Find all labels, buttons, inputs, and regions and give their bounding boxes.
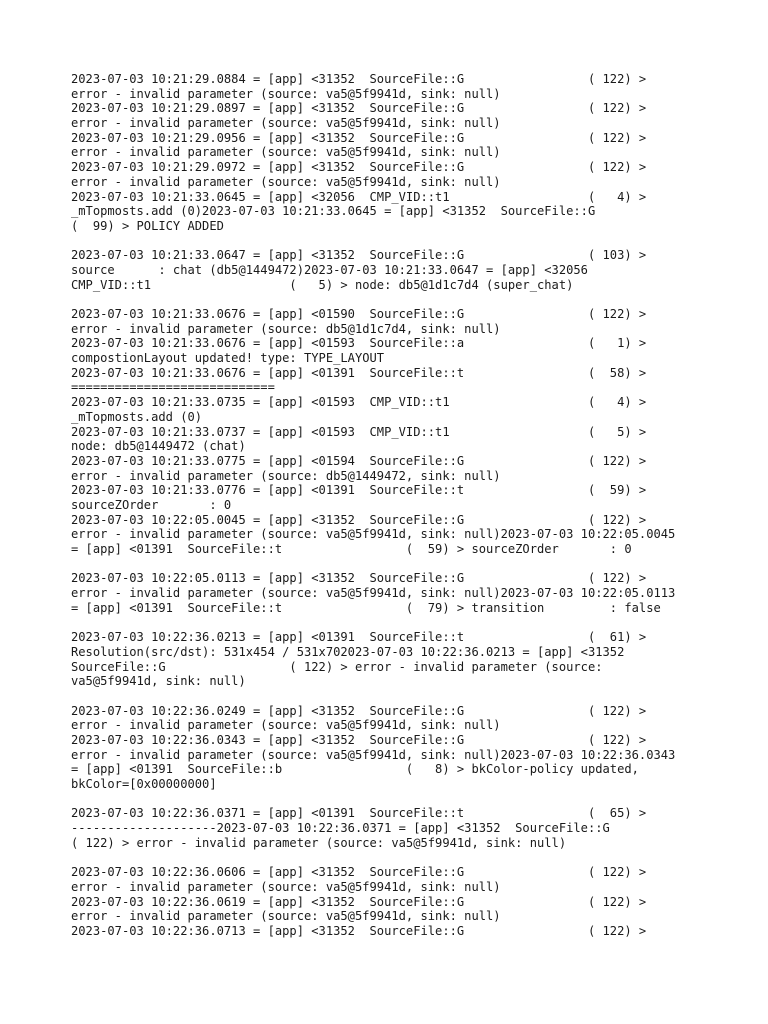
log-line: 2023-07-03 10:21:33.0645 = [app] <32056 CMP_VID::t1 ( 4) > (71, 189, 647, 204)
log-line: 2023-07-03 10:21:33.0775 = [app] <01594 SourceFile::G ( 122) > (71, 453, 647, 468)
log-line: 2023-07-03 10:21:33.0737 = [app] <01593 CMP_VID::t1 ( 5) > (71, 424, 647, 439)
log-line: ============================ (71, 380, 275, 395)
log-line: = [app] <01391 SourceFile::b ( 8) > bkColor-policy updated, (71, 762, 639, 777)
log-line: 2023-07-03 10:21:29.0972 = [app] <31352 SourceFile::G ( 122) > (71, 160, 647, 175)
log-line: CMP_VID::t1 ( 5) > node: db5@1d1c7d4 (super_chat) (71, 277, 574, 292)
blank-line (71, 850, 675, 865)
log-line: 2023-07-03 10:21:33.0676 = [app] <01391 SourceFile::t ( 58) > (71, 365, 647, 380)
log-line: error - invalid parameter (source: va5@5f9941d, sink: null) (71, 116, 501, 131)
log-line: 2023-07-03 10:21:29.0956 = [app] <31352 SourceFile::G ( 122) > (71, 130, 647, 145)
log-line: SourceFile::G ( 122) > error - invalid parameter (source: (71, 659, 603, 674)
log-line: ( 99) > POLICY ADDED (71, 218, 224, 233)
blank-line (71, 689, 675, 704)
log-line: 2023-07-03 10:21:33.0676 = [app] <01593 SourceFile::a ( 1) > (71, 336, 647, 351)
blank-line (71, 615, 675, 630)
log-line: 2023-07-03 10:22:05.0045 = [app] <31352 SourceFile::G ( 122) > (71, 512, 647, 527)
log-line: _mTopmosts.add (0) (71, 409, 203, 424)
log-text-block (71, 72, 675, 939)
log-line: error - invalid parameter (source: db5@1449472, sink: null) (71, 468, 501, 483)
log-line: ( 122) > error - invalid parameter (source: va5@5f9941d, sink: null) (71, 835, 567, 850)
log-line: 2023-07-03 10:22:36.0249 = [app] <31352 SourceFile::G ( 122) > (71, 703, 647, 718)
log-line: error - invalid parameter (source: va5@5f9941d, sink: null) (71, 145, 501, 160)
log-line: error - invalid parameter (source: va5@5f9941d, sink: null) (71, 718, 501, 733)
log-line: 2023-07-03 10:22:36.0213 = [app] <01391 SourceFile::t ( 61) > (71, 630, 647, 645)
log-line: error - invalid parameter (source: va5@5f9941d, sink: null) (71, 909, 501, 924)
log-line: error - invalid parameter (source: va5@5f9941d, sink: null) (71, 86, 501, 101)
log-line: 2023-07-03 10:21:33.0676 = [app] <01590 SourceFile::G ( 122) > (71, 307, 647, 321)
log-line: source : chat (db5@1449472)2023-07-03 10:21:33.0647 = [app] <32056 (71, 262, 588, 277)
log-line: Resolution(src/dst): 531x454 / 531x702023-07-03 10:22:36.0213 = [app] <31352 (71, 644, 625, 659)
log-line: 2023-07-03 10:22:36.0713 = [app] <31352 SourceFile::G ( 122) > (71, 923, 647, 938)
log-line: = [app] <01391 SourceFile::t ( 59) > sourceZOrder : 0 (71, 542, 632, 556)
log-line: sourceZOrder : 0 (71, 497, 232, 512)
blank-line (71, 234, 675, 249)
log-line: 2023-07-03 10:21:33.0647 = [app] <31352 SourceFile::G ( 103) > (71, 248, 647, 263)
blank-line (71, 557, 675, 572)
log-line: 2023-07-03 10:22:36.0371 = [app] <01391 SourceFile::t ( 65) > (71, 806, 647, 821)
log-line: bkColor=[0x00000000] (71, 777, 217, 791)
log-line: error - invalid parameter (source: db5@1d1c7d4, sink: null) (71, 321, 501, 336)
log-line: node: db5@1449472 (chat) (71, 439, 246, 454)
log-line: 2023-07-03 10:22:05.0113 = [app] <31352 SourceFile::G ( 122) > (71, 571, 647, 586)
log-line: = [app] <01391 SourceFile::t ( 79) > transition : false (71, 600, 661, 615)
log-line: error - invalid parameter (source: va5@5f9941d, sink: null)2023-07-03 10:22:36.0343 (71, 747, 676, 762)
log-line: error - invalid parameter (source: va5@5f9941d, sink: null) (71, 879, 501, 894)
blank-line (71, 792, 675, 807)
log-line: 2023-07-03 10:21:29.0897 = [app] <31352 SourceFile::G ( 122) > (71, 101, 647, 116)
log-line: 2023-07-03 10:21:29.0884 = [app] <31352 SourceFile::G ( 122) > (71, 72, 647, 86)
log-line: error - invalid parameter (source: va5@5f9941d, sink: null) (71, 174, 501, 189)
log-line: 2023-07-03 10:22:36.0343 = [app] <31352 SourceFile::G ( 122) > (71, 732, 647, 747)
blank-line (71, 292, 675, 307)
log-line: 2023-07-03 10:22:36.0606 = [app] <31352 SourceFile::G ( 122) > (71, 865, 647, 880)
log-line: error - invalid parameter (source: va5@5f9941d, sink: null)2023-07-03 10:22:05.0113 (71, 586, 676, 601)
log-line: 2023-07-03 10:21:33.0776 = [app] <01391 SourceFile::t ( 59) > (71, 483, 647, 498)
log-line: va5@5f9941d, sink: null) (71, 674, 246, 689)
log-line: 2023-07-03 10:21:33.0735 = [app] <01593 CMP_VID::t1 ( 4) > (71, 395, 647, 410)
log-line: error - invalid parameter (source: va5@5f9941d, sink: null)2023-07-03 10:22:05.0045 (71, 527, 676, 542)
log-line: 2023-07-03 10:22:36.0619 = [app] <31352 SourceFile::G ( 122) > (71, 894, 647, 909)
log-line: _mTopmosts.add (0)2023-07-03 10:21:33.0645 = [app] <31352 SourceFile::G (71, 204, 596, 219)
log-line: --------------------2023-07-03 10:22:36.0371 = [app] <31352 SourceFile::G (71, 821, 610, 836)
log-line: compostionLayout updated! type: TYPE_LAYOUT (71, 351, 385, 366)
